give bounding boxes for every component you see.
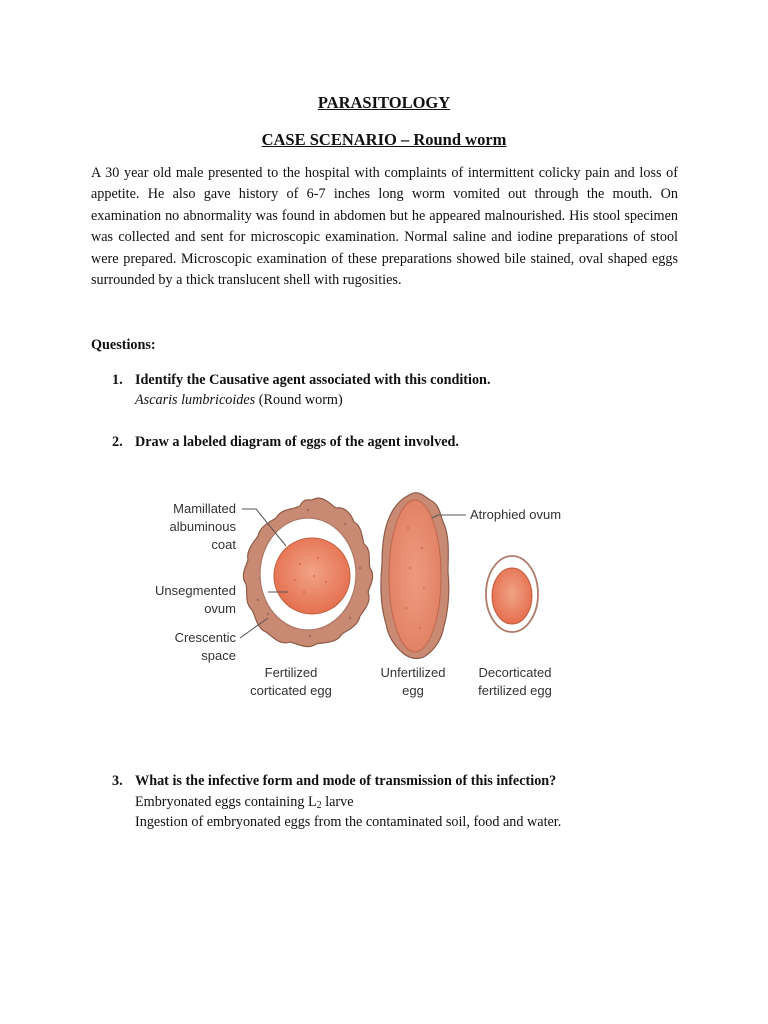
case-description: A 30 year old male presented to the hospital with complaints of intermittent colicky pain and loss of appetite. He also gave history of 6-7 inches long worm vomited out through the mouth. On examination no abnormality was found in abdomen but he appeared malnourished. His stool specimen was collected and sent for microscopic examination. Normal saline and iodine preparations of stool were prepared. Microscopic examination of these preparations showed bile stained, oval shaped eggs surrounded by a thick translucent shell with rugosities. (91, 165, 678, 289)
label-atrophied-ovum: Atrophied ovum (470, 507, 562, 522)
label-crescentic-line1: Crescentic (174, 630, 236, 645)
caption-fertilized-line1: Fertilized (264, 665, 318, 680)
answer-3-line1-pre: Embryonated eggs containing L (135, 794, 317, 810)
answer-1-species: Ascaris lumbricoides (135, 392, 256, 408)
answer-3-transmission: Ingestion of embryonated eggs from the contaminated soil, food and water. (135, 814, 562, 830)
case-scenario-title: CASE SCENARIO – Round worm (261, 130, 507, 149)
question-2-number: 2. (112, 434, 123, 450)
question-3-number: 3. (112, 773, 123, 789)
answer-3-subscript: 2 (316, 800, 322, 811)
egg-diagram (140, 488, 590, 703)
caption-unfertilized-line1: Unfertilized (380, 665, 446, 680)
fertilized-corticated-egg (243, 498, 372, 646)
label-mamillated-line2: albuminous (169, 519, 236, 534)
label-mamillated-line3: coat (211, 537, 236, 552)
label-unsegmented-line2: ovum (204, 601, 236, 616)
answer-1 (135, 390, 343, 410)
caption-fertilized-line2: corticated egg (250, 683, 332, 698)
question-1-text: Identify the Causative agent associated with this condition. (135, 372, 491, 388)
answer-1-common-name: (Round worm) (255, 392, 343, 408)
questions-heading: Questions: (91, 337, 156, 353)
page-title: PARASITOLOGY (317, 93, 451, 112)
unfertilized-egg (381, 493, 449, 659)
caption-unfertilized-line2: egg (402, 683, 424, 698)
label-crescentic-line2: space (201, 648, 236, 663)
caption-decorticated-line2: fertilized egg (478, 683, 552, 698)
question-1-number: 1. (112, 372, 123, 388)
question-2-text: Draw a labeled diagram of eggs of the agent involved. (135, 434, 459, 450)
label-mamillated-line1: Mamillated (173, 501, 236, 516)
question-3-text: What is the infective form and mode of transmission of this infection? (135, 773, 557, 789)
answer-3-line1-post: larve (321, 794, 354, 810)
label-unsegmented-line1: Unsegmented (155, 583, 236, 598)
decorticated-fertilized-egg (486, 556, 538, 632)
caption-decorticated-line1: Decorticated (478, 665, 552, 680)
